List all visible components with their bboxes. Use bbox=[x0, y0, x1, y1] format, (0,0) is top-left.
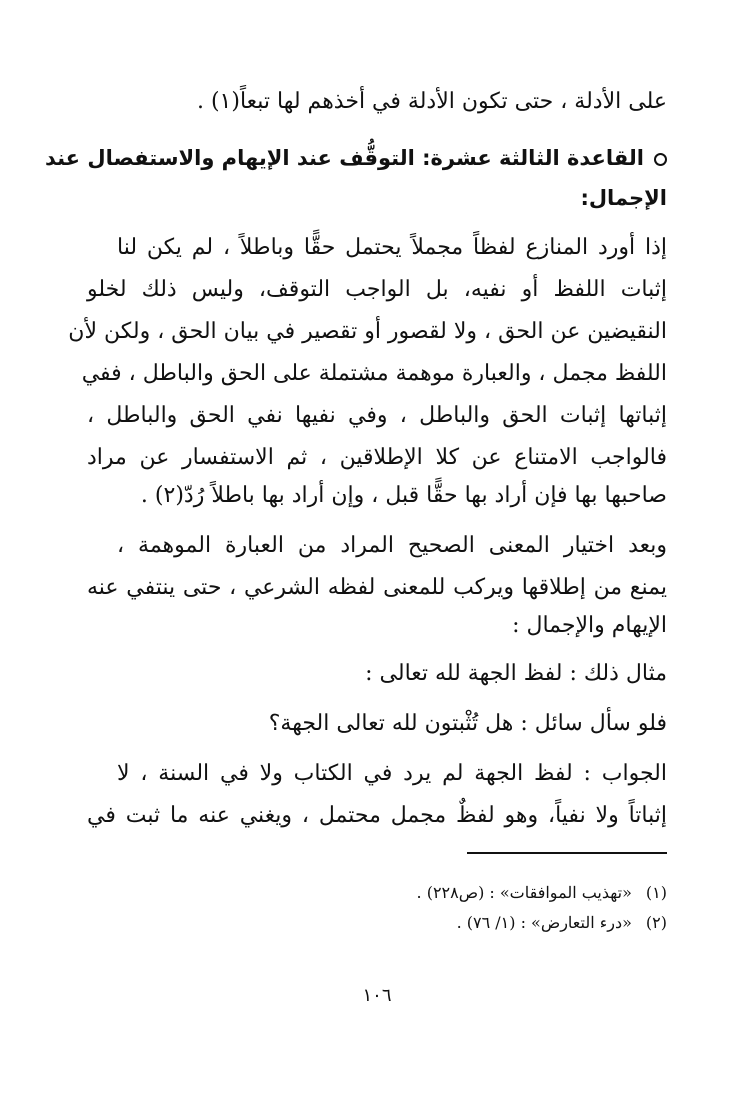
text-line-17: إثباتاً ولا نفياً، وهو لفظٌ مجمل محتمل ، ويغني عنه ما ثبت في bbox=[87, 803, 667, 828]
text-line-12: يمنع من إطلاقها ويركب للمعنى لفظه الشرعي ، حتى ينتفي عنه bbox=[87, 575, 667, 600]
text-line-5: إثبات اللفظ أو نفيه، بل الواجب التوقف، وليس ذلك لخلو bbox=[87, 277, 667, 302]
text-line-13: الإيهام والإجمال : bbox=[512, 613, 667, 638]
text-line-8: إثباتها إثبات الحق والباطل ، وفي نفيها نفي الحق والباطل ، bbox=[87, 403, 667, 428]
text-line-14: مثال ذلك : لفظ الجهة لله تعالى : bbox=[365, 661, 667, 686]
text-line-6: النقيضين عن الحق ، ولا لقصور أو تقصير في بيان الحق ، ولكن لأن bbox=[68, 319, 667, 344]
text-line-16: الجواب : لفظ الجهة لم يرد في الكتاب ولا في السنة ، لا bbox=[117, 761, 667, 786]
footnote-1-number: (١) bbox=[645, 883, 667, 902]
section-heading bbox=[44, 140, 667, 176]
footnote-1-text: «تهذيب الموافقات» : (ص٢٢٨) . bbox=[416, 883, 632, 902]
text-line-9: فالواجب الامتناع عن كلا الإطلاقين ، ثم الاستفسار عن مراد bbox=[87, 445, 667, 470]
section-heading-line-1: القاعدة الثالثة عشرة: التوقُّف عند الإيهام والاستفصال عند bbox=[44, 146, 644, 170]
page-number: ١٠٦ bbox=[362, 985, 392, 1006]
text-line-1: على الأدلة ، حتى تكون الأدلة في أخذهم لها تبعاً(١) . bbox=[196, 89, 667, 114]
section-heading-line-2: الإجمال: bbox=[580, 186, 667, 210]
text-line-4: إذا أورد المنازع لفظاً مجملاً يحتمل حقًّا وباطلاً ، لم يكن لنا bbox=[117, 235, 667, 260]
text-line-10: صاحبها بها فإن أراد بها حقًّا قبل ، وإن أراد بها باطلاً رُدّ(٢) . bbox=[140, 483, 667, 508]
footnote-2 bbox=[87, 910, 667, 936]
text-line-15: فلو سأل سائل : هل تُثْبتون لله تعالى الجهة؟ bbox=[268, 711, 667, 736]
footnote-1 bbox=[87, 880, 667, 906]
footnote-2-text: «درء التعارض» : (١/ ٧٦) . bbox=[456, 913, 632, 932]
footnote-separator bbox=[467, 852, 667, 854]
footnote-2-number: (٢) bbox=[645, 913, 667, 932]
circle-bullet-icon bbox=[654, 153, 667, 166]
text-line-7: اللفظ مجمل ، والعبارة موهمة مشتملة على الحق والباطل ، ففي bbox=[81, 361, 667, 386]
text-line-11: وبعد اختيار المعنى الصحيح المراد من العبارة الموهمة ، bbox=[117, 533, 667, 558]
